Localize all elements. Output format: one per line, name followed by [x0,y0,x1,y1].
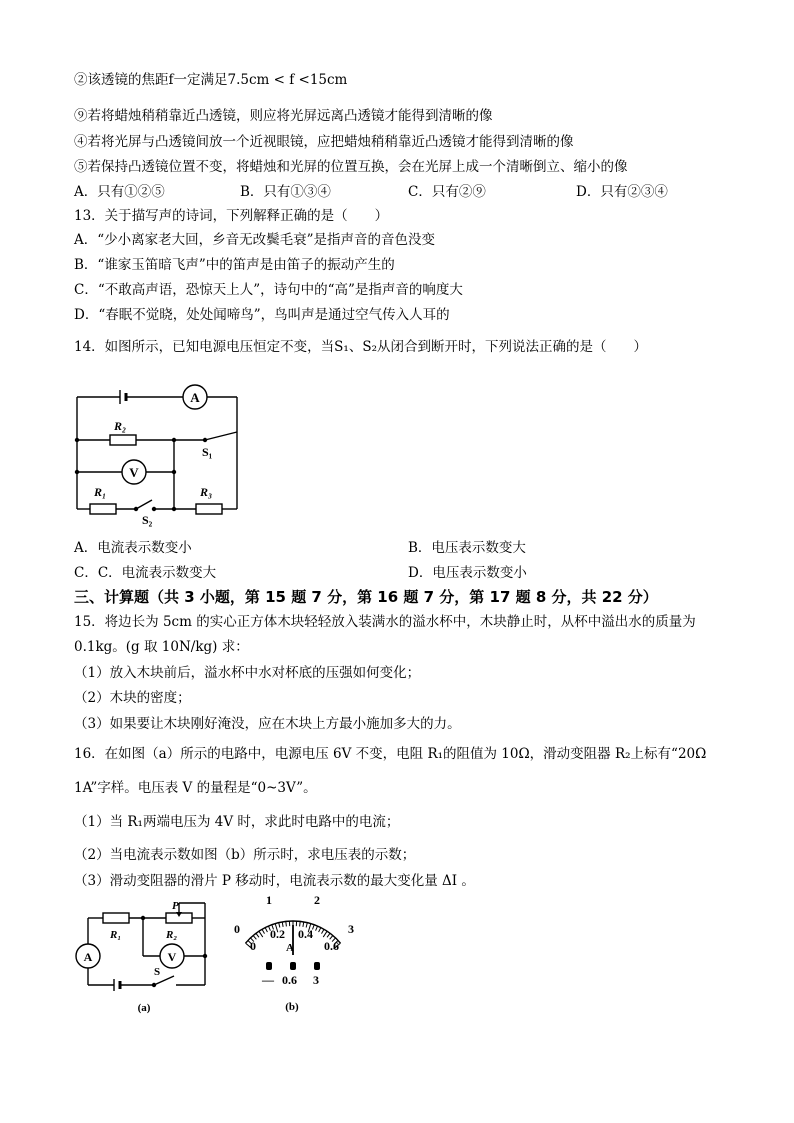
q16-circuit-diagram-a [70,893,218,1018]
q14-option-d: D．电压表示数变小 [408,565,527,581]
dial-tick [256,933,259,937]
dial-tick [323,931,327,937]
q13-option-c: C．“不敢高声语，恐惊天上人”，诗句中的“高”是指声音的响度大 [74,282,463,298]
dial-tick [316,926,318,931]
dial-terminal-negative: — [262,973,274,987]
q13-option-d: D．“春眠不觉晓，处处闻啼鸟”，鸟叫声是通过空气传入人耳的 [74,307,450,323]
q15-part-1: （1）放入木块前后，溢水杯中水对杯底的压强如何变化； [74,665,421,681]
q15-part-2: （2）木块的密度； [74,690,191,706]
q13-option-b: B．“谁家玉笛暗飞声”中的笛声是由笛子的振动产生的 [74,257,395,273]
q14-r2-label: R₂ [114,419,127,433]
q16-r2-label: R₂ [166,929,178,941]
q12-statement-3: ⑨若将蜡烛稍稍靠近凸透镜，则应将光屏远离凸透镜才能得到清晰的像 [74,108,493,124]
dial-terminal-3: 3 [313,973,319,987]
dial-tick [300,921,301,926]
q14-ammeter-label: A [190,390,200,405]
dial-tick [286,921,287,926]
q16-voltmeter-label: V [167,950,177,964]
q14-voltmeter-label: V [129,465,139,480]
q16-p-label: P [172,900,179,912]
q15-part-3: （3）如果要让木块刚好淹没，应在木块上方最小施加多大的力。 [74,716,461,732]
dial-outer-tick-2: 2 [314,893,320,907]
q16-part-1: （1）当 R₁两端电压为 4V 时，求此时电路中的电流； [74,814,400,830]
q13-option-a: A．“少小离家老大回，乡音无改鬓毛衰”是指声音的音色没变 [74,232,436,248]
q12-statement-5: ⑤若保持凸透镜位置不变，将蜡烛和光屏的位置互换，会在光屏上成一个清晰倒立、缩小的像 [74,159,628,175]
q16-r1-label: R₁ [110,929,122,941]
dial-tick [327,933,330,937]
q16-part-3: （3）滑动变阻器的滑片 P 移动时，电流表示数的最大变化量 ΔI 。 [74,873,475,889]
section-3-heading: 三、计算题（共 3 小题，第 15 题 7 分，第 16 题 7 分，第 17 题 8 分，共 22 分） [74,588,658,606]
dial-inner-tick-1: 0.2 [270,927,285,941]
dial-tick [259,931,263,937]
q12-option-c: C．只有②⑨ [408,184,486,200]
dial-tick [319,928,321,932]
q12-statement-2: ②该透镜的焦距f一定满足7.5cm < f <15cm [74,72,348,88]
q14-s2-label: S₂ [142,513,153,527]
dial-inner-tick-2: 0.4 [298,927,313,941]
q16-stem-line1: 16．在如图（a）所示的电路中，电源电压 6V 不变，电阻 R₁的阻值为 10Ω，滑动变阻器 R₂上标有“20Ω [74,746,707,762]
q14-option-b: B．电压表示数变大 [408,540,526,556]
q13-stem: 13．关于描写声的诗词，下列解释正确的是（ ） [74,208,389,224]
dial-tick [322,929,325,933]
dial-outer-tick-0: 0 [234,922,240,936]
dial-tick [265,928,267,932]
q16-stem-line2: 1A”字样。电压表 V 的量程是“0~3V”。 [74,780,317,796]
q16-s-label: S [154,966,161,978]
q12-option-a: A．只有①②⑤ [74,184,165,200]
dial-outer-tick-1: 1 [266,893,272,907]
dial-terminal-0-6: 0.6 [282,973,297,987]
q16-ammeter-label: A [83,950,93,964]
q14-r3-label: R₃ [200,485,213,499]
q15-stem-line2: 0.1kg。(g 取 10N/kg) 求： [74,639,249,655]
q14-stem: 14．如图所示，已知电源电压恒定不变，当S₁、S₂从闭合到断开时，下列说法正确的是（ ） [74,339,647,355]
q12-option-b: B．只有①③④ [240,184,331,200]
q12-statement-4: ④若将光屏与凸透镜间放一个近视眼镜，应把蜡烛稍稍靠近凸透镜才能得到清晰的像 [74,134,574,150]
q16-caption-a: (a) [137,1002,151,1014]
dial-tick [262,929,265,933]
q16-caption-b: (b) [285,1001,299,1013]
dial-inner-tick-3: 0.6 [324,939,339,953]
dial-inner-tick-0: 0 [250,939,256,953]
q14-s1-label: S₁ [202,445,213,459]
q15-stem-line1: 15．将边长为 5cm 的实心正方体木块轻轻放入装满水的溢水杯中，木块静止时，从杯中溢出水的质量为 [74,614,696,630]
q14-option-a: A．电流表示数变小 [74,540,192,556]
q14-circuit-diagram [70,372,255,527]
q16-part-2: （2）当电流表示数如图（b）所示时，求电压表的示数； [74,847,416,863]
q16-ammeter-dial-b [228,888,363,1018]
dial-unit-label: A [286,942,294,954]
q12-option-d: D．只有②③④ [576,184,668,200]
q14-option-c: C．C．电流表示数变大 [74,565,217,581]
dial-outer-tick-3: 3 [348,922,354,936]
q14-r1-label: R₁ [94,485,107,499]
